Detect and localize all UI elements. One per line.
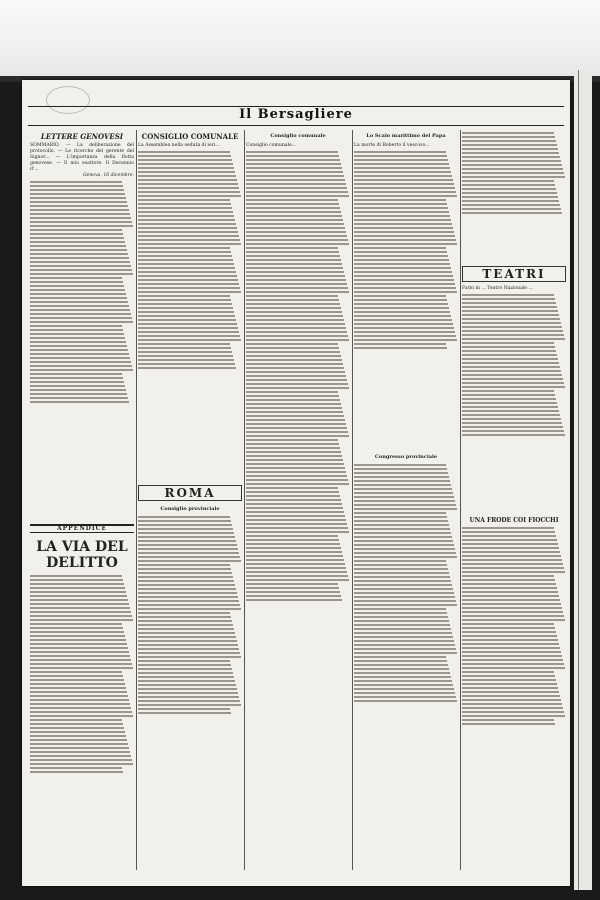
column-1-dateline: Genova, 16 dicembre.: [82, 173, 134, 178]
page-right-edge: [574, 70, 592, 890]
section-roma: ROMA: [138, 485, 242, 501]
masthead: [28, 106, 564, 126]
column-5-body: [462, 294, 566, 514]
section-teatri: TEATRI: [462, 266, 566, 282]
column-4-subheader: Congresso provinciale: [374, 454, 438, 460]
column-4-text: La morte di Roberto il vescovo...: [354, 143, 430, 148]
column-3: [246, 130, 350, 831]
column-4: [354, 130, 458, 824]
column-2-body-lower: [138, 516, 242, 816]
column-3-text: Consiglio comunale...: [246, 143, 297, 148]
column-5-subheader: UNA FRODE COI FIOCCHI: [469, 517, 559, 524]
newspaper-page: [22, 80, 570, 886]
column-1: [30, 130, 134, 875]
column-rule: [136, 130, 137, 870]
column-1-body: [30, 181, 134, 521]
column-4-header: Lo Scalo marittimo del Papa: [366, 133, 446, 139]
column-3-subheader: Consiglio comunale: [270, 133, 326, 139]
column-5-text: Fatto in ... Teatro Nazionale ...: [462, 286, 533, 291]
column-5-body-top: [462, 132, 566, 262]
column-5-body-lower: [462, 527, 566, 827]
column-rule: [352, 130, 353, 870]
column-2-text: La Assemblea nella seduta di ieri...: [138, 143, 220, 148]
novel-body: [30, 575, 134, 875]
column-4-body: [354, 151, 458, 451]
column-rule: [460, 130, 461, 870]
column-1-text: SOMMARIO. — La deliberazione del protocollo. — Le ricerche del gerente del Signor... — L'importanza della flotta genovese. — Il mio esattore. Il Decennio d'...: [30, 143, 134, 172]
column-5: [462, 130, 566, 827]
novel-title: LA VIA DEL DELITTO: [36, 539, 128, 571]
column-1-header: LETTERE GENOVESI: [40, 132, 124, 141]
column-3-body: [246, 151, 350, 831]
column-2-header: CONSIGLIO COMUNALE: [141, 132, 239, 141]
page-margin-top: [0, 0, 600, 82]
column-2: [138, 130, 242, 816]
column-2-subheader: Consiglio provinciale: [160, 506, 220, 512]
column-2-body: [138, 151, 242, 481]
column-rule: [244, 130, 245, 870]
appendix-header: APPENDICE: [30, 524, 134, 533]
column-4-body-lower: [354, 464, 458, 824]
newspaper-title: Il Bersagliere: [239, 107, 353, 122]
